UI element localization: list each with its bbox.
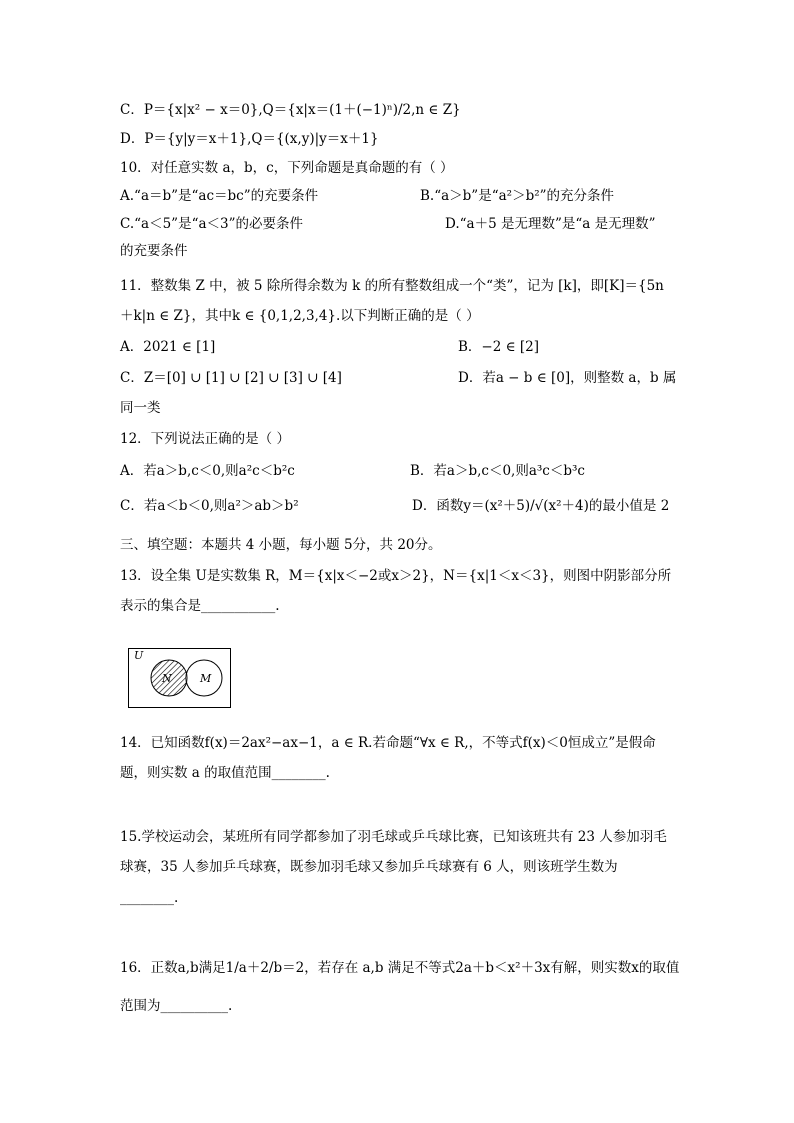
question-13-blank: 表示的集合是___________. (120, 598, 280, 614)
q11-option-d: D．若a − b ∈ [0]，则整数 a，b 属 (458, 370, 677, 386)
q12-option-c: C．若a＜b＜0,则a²＞ab＞b² (120, 498, 299, 514)
question-12-stem: 12．下列说法正确的是（ ） (120, 431, 290, 447)
q11-option-a: A．2021 ∈ [1] (120, 339, 216, 355)
question-13-stem: 13．设全集 U是实数集 R，M＝{x|x＜−2或x＞2}，N＝{x|1＜x＜3}，则图中阴影部分所 (120, 568, 672, 584)
q11-option-b: B．−2 ∈ [2] (458, 339, 540, 355)
question-15-stem-cont: 球赛，35 人参加乒乓球赛，既参加羽毛球又参加乒乓球赛有 6 人，则该班学生数为 (120, 859, 618, 875)
q12-option-a: A．若a＞b,c＜0,则a²c＜b²c (120, 463, 295, 479)
q11-option-d-cont: 同一类 (120, 400, 161, 416)
venn-diagram (128, 648, 231, 708)
q11-option-c: C．Z＝[0] ∪ [1] ∪ [2] ∪ [3] ∪ [4] (120, 370, 342, 386)
q12-option-d: D．函数y＝(x²＋5)/√(x²＋4)的最小值是 2 (412, 498, 670, 514)
q10-option-a: A.“a＝b”是“ac＝bc”的充要条件 (120, 188, 319, 204)
universe-label: U (134, 649, 144, 662)
q12-option-b: B．若a＞b,c＜0,则a³c＜b³c (410, 463, 585, 479)
question-16-blank: 范围为__________. (120, 998, 233, 1014)
venn-svg (129, 649, 230, 707)
section-heading-fill-blank: 三、填空题：本题共 4 小题，每小题 5分，共 20分。 (120, 537, 442, 553)
option-c-line: C．P＝{x|x² − x＝0},Q＝{x|x＝(1＋(−1)ⁿ)/2,n ∈ Z} (120, 102, 461, 118)
question-15-stem: 15.学校运动会，某班所有同学都参加了羽毛球或乒乓球比赛，已知该班共有 23 人参加羽毛 (120, 829, 667, 845)
question-14-blank: 题，则实数 a 的取值范围________. (120, 765, 330, 781)
question-10-stem: 10．对任意实数 a，b，c，下列命题是真命题的有（ ） (120, 160, 454, 176)
option-d-line: D．P＝{y|y＝x＋1},Q＝{(x,y)|y＝x＋1} (120, 131, 379, 147)
question-16-stem: 16．正数a,b满足1/a＋2/b＝2，若存在 a,b 满足不等式2a＋b＜x²＋3x有解，则实数x的取值 (120, 960, 680, 976)
question-15-blank: ________. (120, 890, 179, 906)
set-n-label: N (162, 672, 172, 685)
question-11-stem: 11．整数集 Z 中，被 5 除所得余数为 k 的所有整数组成一个“类”，记为 [k]，即[K]＝{5n (120, 278, 664, 294)
q10-option-c: C.“a＜5”是“a＜3”的必要条件 (120, 216, 304, 232)
q10-option-b: B.“a＞b”是“a²＞b²”的充分条件 (420, 188, 615, 204)
question-14-stem: 14．已知函数f(x)＝2ax²−ax−1，a ∈ R.若命题“∀x ∈ R,，不等式f(x)＜0恒成立”是假命 (120, 735, 656, 751)
set-m-label: M (200, 672, 212, 685)
question-11-stem-cont: ＋k|n ∈ Z}，其中k ∈ {0,1,2,3,4}.以下判断正确的是（ ） (120, 308, 480, 324)
q10-option-d-cont: 的充要条件 (120, 243, 188, 259)
q10-option-d: D.“a＋5 是无理数”是“a 是无理数” (445, 216, 656, 232)
